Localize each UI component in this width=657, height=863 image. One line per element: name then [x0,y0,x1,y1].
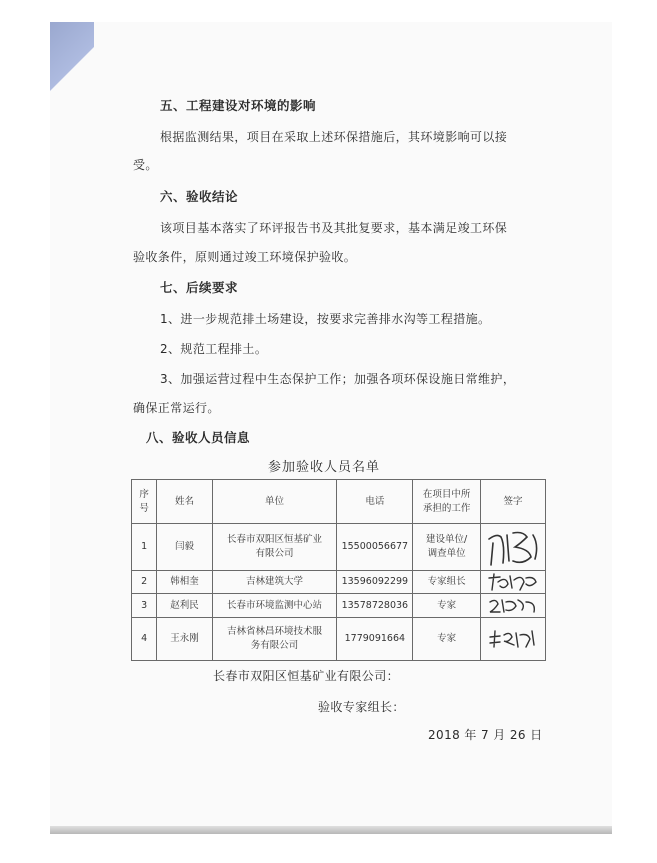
signature-cell [480,618,545,661]
row-no: 2 [132,571,157,594]
page-corner-fold [50,22,94,92]
row-no: 1 [132,524,157,571]
table-row [132,594,546,618]
section-7-heading: 七、后续要求 [160,280,239,295]
row-name: 赵利民 [157,594,212,618]
row-role: 专家 [413,618,481,661]
row-name: 王永刚 [157,618,212,661]
handwritten-signature-1 [483,525,543,569]
header-sign: 签字 [480,480,545,524]
section-7-item-1: 1、进一步规范排土场建设，按要求完善排水沟等工程措施。 [160,312,491,326]
table-title: 参加验收人员名单 [268,460,381,475]
row-name: 闫毅 [157,524,212,571]
table-row [132,524,546,571]
section-7-item-2: 2、规范工程排土。 [160,342,268,356]
row-phone: 15500056677 [337,524,413,571]
footer-company: 长春市双阳区恒基矿业有限公司： [213,669,400,683]
row-role: 专家组长 [413,571,481,594]
section-7-item-3-line-2: 确保正常运行。 [133,401,220,415]
row-unit: 吉林建筑大学 [212,571,337,594]
footer-date: 2018 年 7 月 26 日 [428,728,543,742]
header-no: 序 号 [132,480,157,524]
header-role: 在项目中所 承担的工作 [413,480,481,524]
table-row [132,571,546,594]
table-row [132,618,546,661]
row-unit: 长春市环境监测中心站 [212,594,337,618]
section-7-item-3-line-1: 3、加强运营过程中生态保护工作；加强各项环保设施日常维护， [160,372,516,386]
footer-leader: 验收专家组长： [318,700,405,714]
handwritten-signature-3 [486,596,540,616]
personnel-table [131,479,546,661]
signature-cell [480,524,545,571]
section-6-heading: 六、验收结论 [160,189,239,204]
section-8-heading: 八、验收人员信息 [146,430,251,445]
row-role: 专家 [413,594,481,618]
header-phone: 电话 [337,480,413,524]
section-6-text-line-2: 验收条件，原则通过竣工环境保护验收。 [133,250,357,264]
handwritten-signature-2 [486,572,540,592]
table-header-row [132,480,546,524]
row-no: 3 [132,594,157,618]
row-unit: 长春市双阳区恒基矿业 有限公司 [212,524,337,571]
row-no: 4 [132,618,157,661]
handwritten-signature-4 [486,627,540,651]
signature-cell [480,594,545,618]
header-unit: 单位 [212,480,337,524]
section-5-text-line-1: 根据监测结果，项目在采取上述环保措施后，其环境影响可以接 [160,130,508,144]
signature-cell [480,571,545,594]
row-role: 建设单位/ 调查单位 [413,524,481,571]
row-phone: 13596092299 [337,571,413,594]
row-phone: 1779091664 [337,618,413,661]
header-name: 姓名 [157,480,212,524]
page-bottom-shadow [50,826,612,834]
row-phone: 13578728036 [337,594,413,618]
section-5-text-line-2: 受。 [133,158,158,172]
row-unit: 吉林省林昌环境技术服 务有限公司 [212,618,337,661]
section-5-heading: 五、工程建设对环境的影响 [160,98,317,113]
row-name: 韩相奎 [157,571,212,594]
section-6-text-line-1: 该项目基本落实了环评报告书及其批复要求，基本满足竣工环保 [160,221,508,235]
